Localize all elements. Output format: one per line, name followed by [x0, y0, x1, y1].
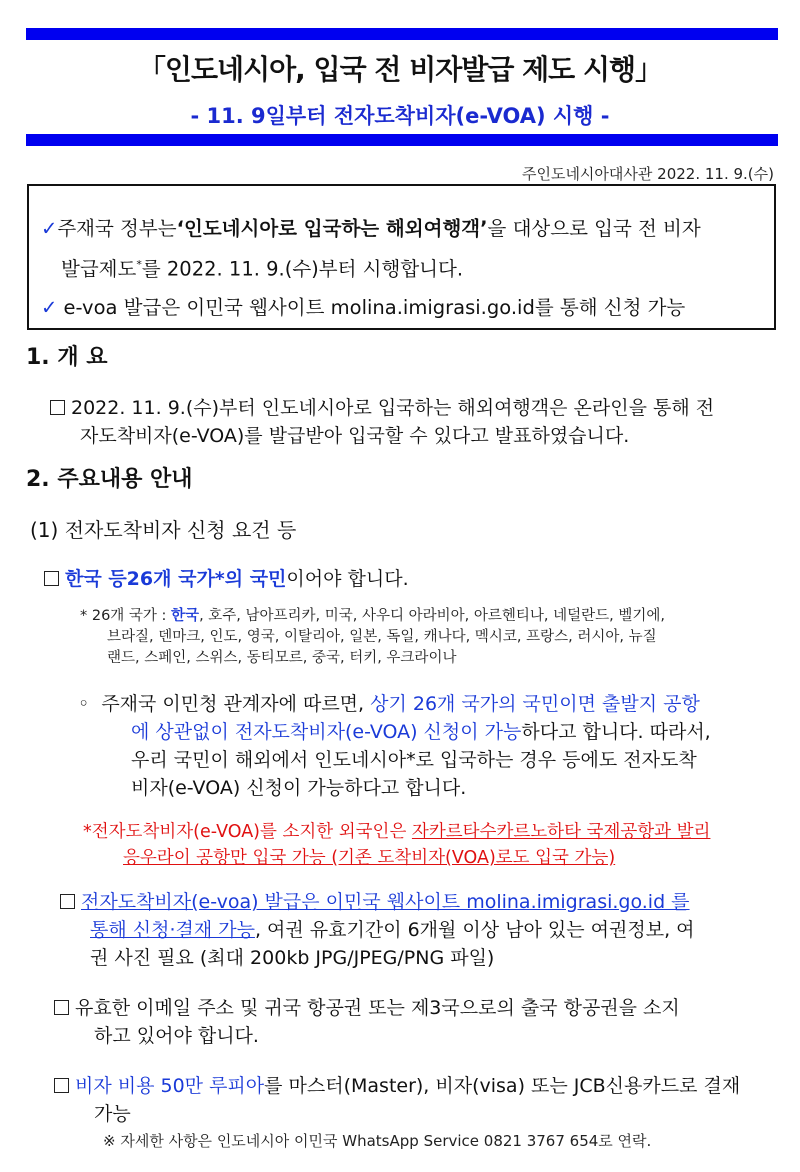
- summary-item-2: ✓ e-voa 발급은 이민국 웹사이트 molina.imigrasi.go.id를 통해 신청 가능: [41, 296, 686, 319]
- section-2-heading: 2. 주요내용 안내: [26, 467, 193, 492]
- summary-item-1-cont: 발급제도*를 2022. 11. 9.(수)부터 시행합니다.: [61, 257, 464, 281]
- summary-box: [27, 184, 776, 330]
- bullet-line-3: 우리 국민이 해외에서 인도네시아*로 입국하는 경우 등에도 전자도착: [131, 749, 697, 771]
- page-title: 「인도네시아, 입국 전 비자발급 제도 시행」: [137, 53, 663, 86]
- summary-item-1: ✓주재국 정부는‘인도네시아로 입국하는 해외여행객’을 대상으로 입국 전 비자: [41, 217, 701, 240]
- requirement-visa-fee: 비자 비용 50만 루피아를 마스터(Master), 비자(visa) 또는 JCB신용카드로 결재: [54, 1072, 740, 1100]
- section-1-paragraph: 2022. 11. 9.(수)부터 인도네시아로 입국하는 해외여행객은 온라인을 통해 전: [50, 394, 714, 422]
- airport-warning-cont: 응우라이 공항만 입국 가능 (기존 도착비자(VOA)로도 입국 가능): [123, 848, 616, 868]
- country-list-note: * 26개 국가 : 한국, 호주, 남아프리카, 미국, 사우디 아라비아, 아르헨티나, 네덜란드, 벨기에,: [80, 608, 666, 624]
- top-bar: [26, 28, 778, 40]
- country-list-note-3: 랜드, 스페인, 스위스, 동티모르, 중국, 터키, 우크라이나: [107, 650, 457, 666]
- check-icon: ✓: [41, 217, 58, 240]
- bullet-line-2: 에 상관없이 전자도착비자(e-VOA) 신청이 가능하다고 합니다. 따라서,: [131, 721, 711, 743]
- checkbox-square-icon: [60, 894, 75, 909]
- subsection-1-title: (1) 전자도착비자 신청 요건 등: [30, 518, 297, 542]
- requirement-email-ticket-2: 하고 있어야 합니다.: [94, 1025, 259, 1047]
- bullet-line-4: 비자(e-VOA) 신청이 가능하다고 합니다.: [131, 777, 467, 799]
- issue-date: 주인도네시아대사관 2022. 11. 9.(수): [521, 165, 774, 183]
- requirement-nationality: 한국 등26개 국가*의 국민이어야 합니다.: [44, 565, 409, 593]
- checkbox-square-icon: [54, 1000, 69, 1015]
- section-1-paragraph-cont: 자도착비자(e-VOA)를 발급받아 입국할 수 있다고 발표하였습니다.: [80, 425, 630, 447]
- country-list-note-2: 브라질, 덴마크, 인도, 영국, 이탈리아, 일본, 독일, 캐나다, 멕시코, 프랑스, 러시아, 뉴질: [107, 629, 657, 645]
- contact-note: ※ 자세한 사항은 인도네시아 이민국 WhatsApp Service 0821 3767 654로 연락.: [103, 1132, 652, 1150]
- checkbox-square-icon: [50, 400, 65, 415]
- check-icon: ✓: [41, 296, 58, 319]
- bottom-bar: [26, 134, 778, 146]
- page-subtitle: - 11. 9일부터 전자도착비자(e-VOA) 시행 -: [190, 104, 610, 128]
- bullet-icon: ◦: [78, 693, 90, 715]
- requirement-email-ticket: 유효한 이메일 주소 및 귀국 항공권 또는 제3국으로의 출국 항공권을 소지: [54, 994, 680, 1022]
- requirement-evoa-website-3: 권 사진 필요 (최대 200kb JPG/JPEG/PNG 파일): [90, 947, 495, 969]
- airport-warning: *전자도착비자(e-VOA)를 소지한 외국인은 자카르타수카르노하타 국제공항과 발리: [83, 822, 711, 842]
- requirement-evoa-website: 전자도착비자(e-voa) 발급은 이민국 웹사이트 molina.imigrasi.go.id 를: [60, 888, 690, 916]
- requirement-evoa-website-2: 통해 신청·결재 가능, 여권 유효기간이 6개월 이상 남아 있는 여권정보, 여: [90, 919, 695, 941]
- checkbox-square-icon: [54, 1078, 69, 1093]
- bullet-line-1: ◦ 주재국 이민청 관계자에 따르면, 상기 26개 국가의 국민이면 출발지 공항: [78, 693, 700, 715]
- checkbox-square-icon: [44, 571, 59, 586]
- section-1-heading: 1. 개 요: [26, 345, 108, 370]
- requirement-visa-fee-2: 가능: [94, 1103, 131, 1125]
